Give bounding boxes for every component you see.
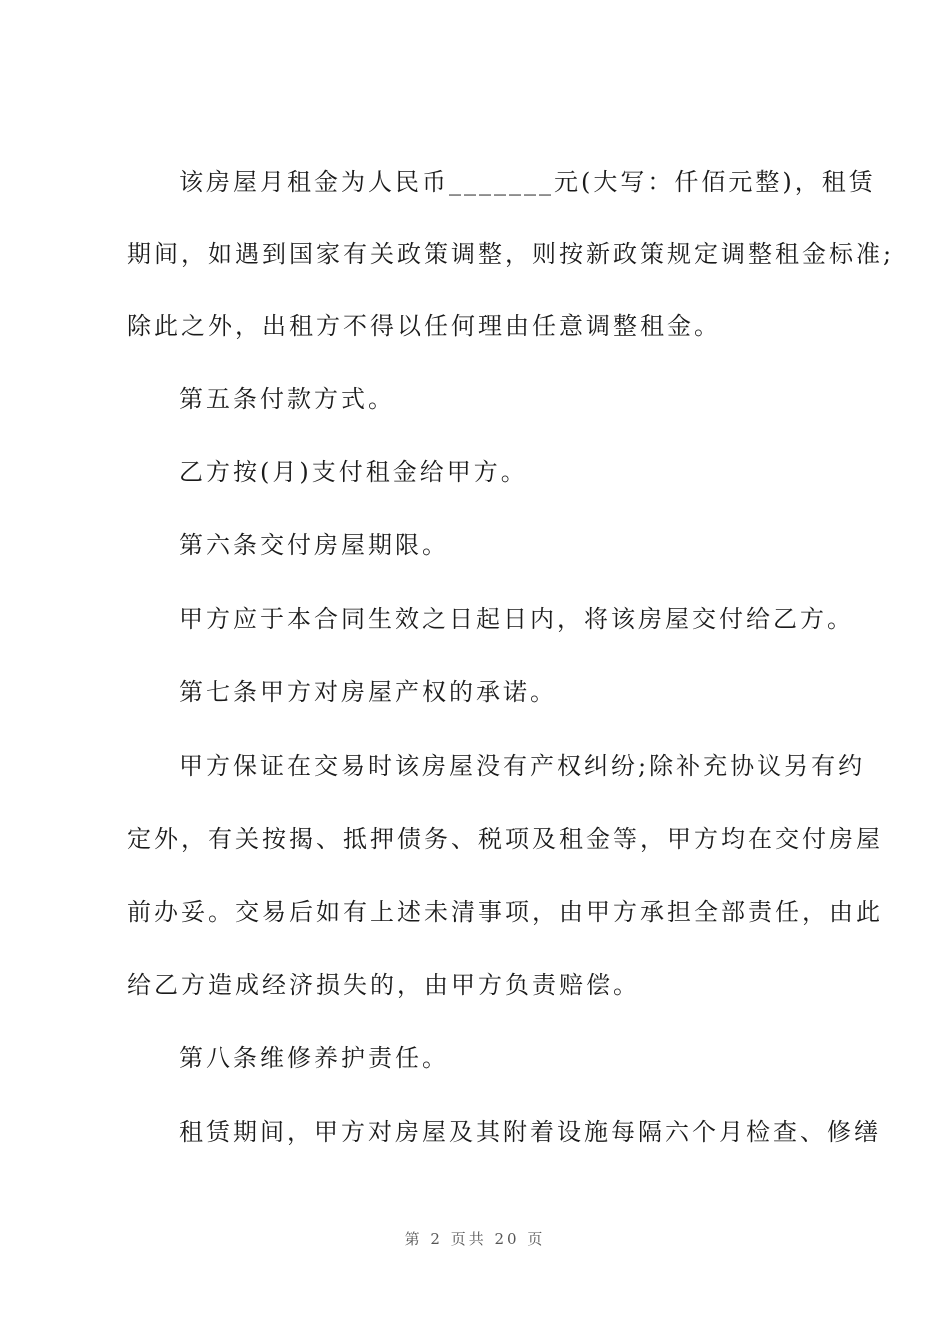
paragraph-maintenance-line-1: 租赁期间，甲方对房屋及其附着设施每隔六个月检查、修缮 <box>179 1118 881 1146</box>
paragraph-title-line-3: 前办妥。交易后如有上述未清事项，由甲方承担全部责任，由此 <box>127 898 883 926</box>
article-8-heading: 第八条维修养护责任。 <box>179 1044 449 1072</box>
paragraph-title-line-1: 甲方保证在交易时该房屋没有产权纠纷;除补充协议另有约 <box>179 752 866 780</box>
paragraph-title-line-2: 定外，有关按揭、抵押债务、税项及租金等，甲方均在交付房屋 <box>127 825 883 853</box>
paragraph-rent-line-2: 期间，如遇到国家有关政策调整，则按新政策规定调整租金标准; <box>127 240 895 268</box>
paragraph-rent-line-3: 除此之外，出租方不得以任何理由任意调整租金。 <box>127 312 721 340</box>
article-5-heading: 第五条付款方式。 <box>179 385 395 413</box>
paragraph-title-line-4: 给乙方造成经济损失的，由甲方负责赔偿。 <box>127 971 640 999</box>
paragraph-rent-line-1: 该房屋月租金为人民币_______元(大写：仟佰元整)，租赁 <box>179 168 876 196</box>
paragraph-delivery: 甲方应于本合同生效之日起日内，将该房屋交付给乙方。 <box>179 605 854 633</box>
article-7-heading: 第七条甲方对房屋产权的承诺。 <box>179 678 557 706</box>
article-6-heading: 第六条交付房屋期限。 <box>179 531 449 559</box>
page-number-footer: 第 2 页共 20 页 <box>404 1230 546 1248</box>
paragraph-payment: 乙方按(月)支付租金给甲方。 <box>179 458 528 486</box>
